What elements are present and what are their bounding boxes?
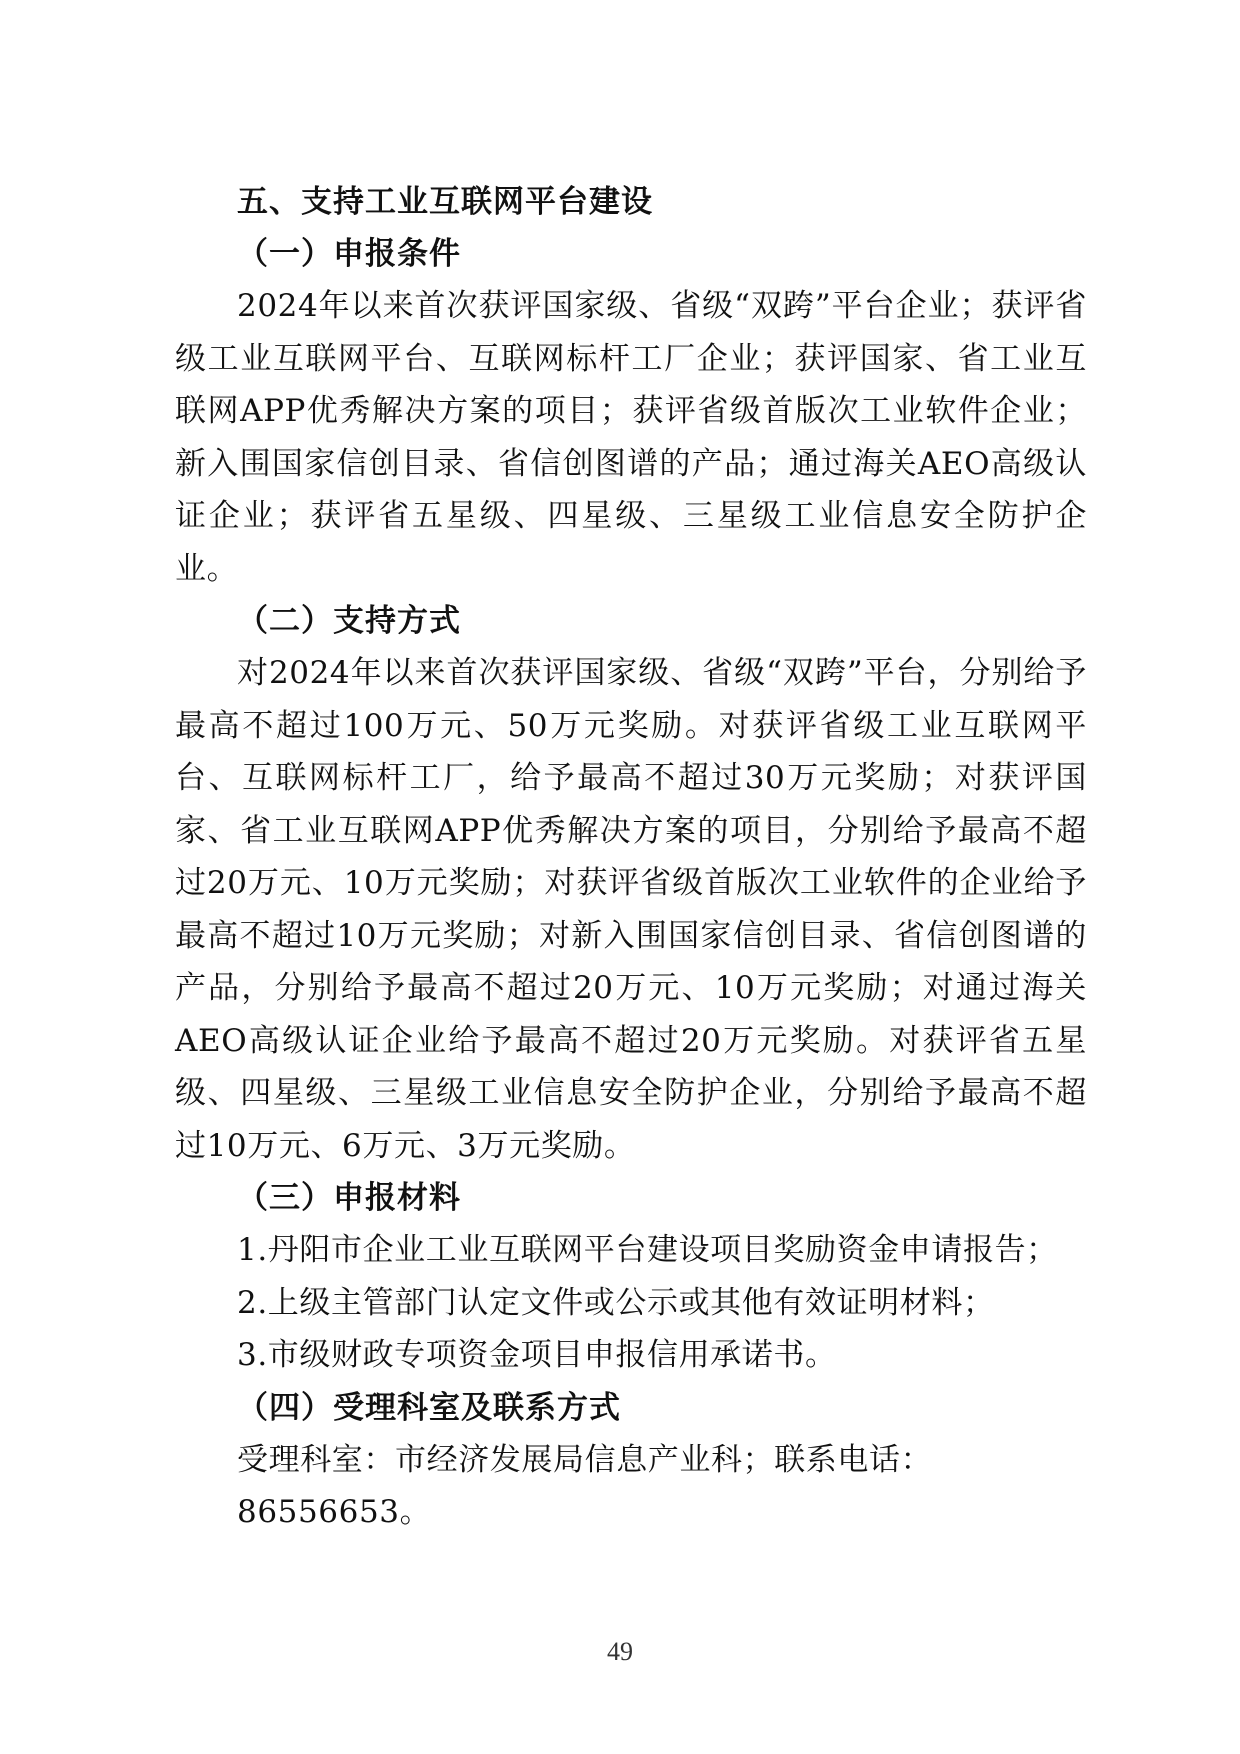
page-number: 49: [607, 1637, 633, 1666]
application-conditions-paragraph: 2024年以来首次获评国家级、省级“双跨”平台企业；获评省级工业互联网平台、互联网标杆工厂企业；获评国家、省工业互联网APP优秀解决方案的项目；获评省级首版次工业软件企业；新入围国家信创目录、省信创图谱的产品；通过海关AEO高级认证企业；获评省五星级、四星级、三星级工业信息安全防护企业。: [175, 288, 1087, 587]
contact-info: 受理科室：市经济发展局信息产业科；联系电话：86556653。: [237, 1441, 933, 1530]
subsection-heading-application-conditions: （一）申报条件: [237, 236, 461, 272]
material-item: 3.市级财政专项资金项目申报信用承诺书。: [237, 1337, 837, 1373]
subsection-heading-application-materials: （三）申报材料: [237, 1180, 461, 1216]
support-method-paragraph: 对2024年以来首次获评国家级、省级“双跨”平台，分别给予最高不超过100万元、50万元奖励。对获评省级工业互联网平台、互联网标杆工厂，给予最高不超过30万元奖励；对获评国家、省工业互联网APP优秀解决方案的项目，分别给予最高不超过20万元、10万元奖励；对获评省级首版次工业软件的企业给予最高不超过10万元奖励；对新入围国家信创目录、省信创图谱的产品，分别给予最高不超过20万元、10万元奖励；对通过海关AEO高级认证企业给予最高不超过20万元奖励。对获评省五星级、四星级、三星级工业信息安全防护企业，分别给予最高不超过10万元、6万元、3万元奖励。: [175, 655, 1087, 1164]
section-title: 五、支持工业互联网平台建设: [237, 184, 653, 220]
subsection-heading-contact: （四）受理科室及联系方式: [237, 1389, 621, 1426]
subsection-heading-support-method: （二）支持方式: [237, 603, 461, 639]
material-item: 2.上级主管部门认定文件或公示或其他有效证明材料；: [237, 1284, 995, 1321]
page-content: [175, 176, 1087, 1539]
material-item: 1.丹阳市企业工业互联网平台建设项目奖励资金申请报告；: [237, 1232, 1058, 1268]
